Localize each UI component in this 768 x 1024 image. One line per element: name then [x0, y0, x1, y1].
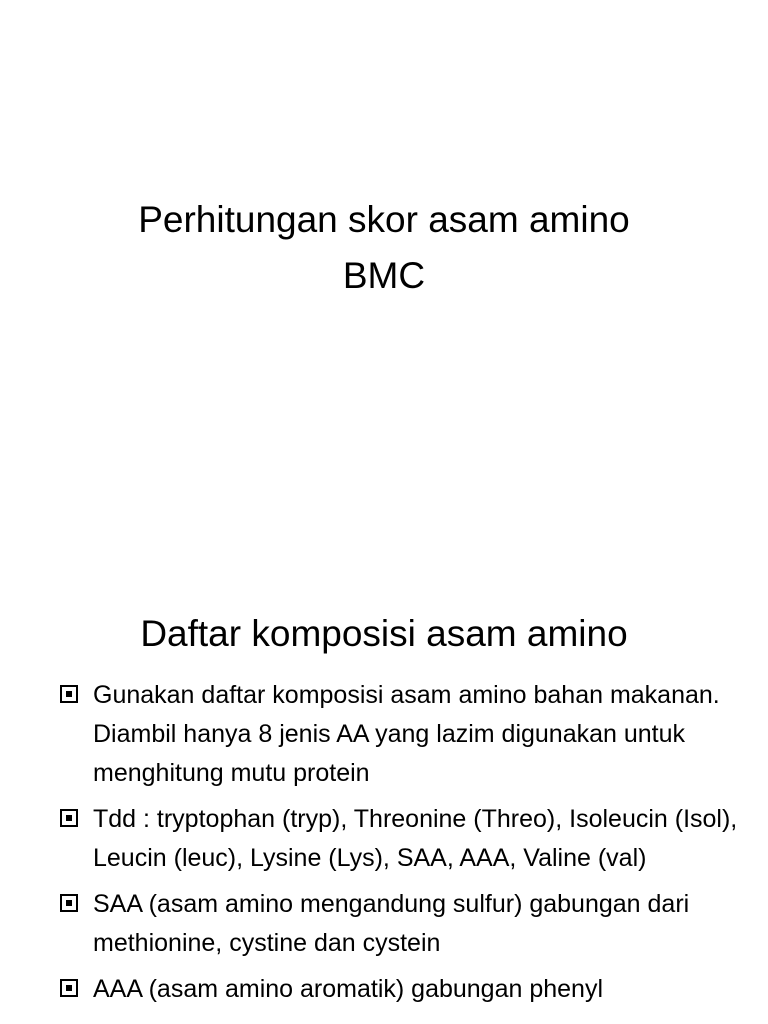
square-bullet-icon [60, 979, 78, 997]
square-bullet-icon [60, 809, 78, 827]
bullet-item [60, 676, 740, 793]
square-bullet-icon [60, 894, 78, 912]
slide-title-line-1: Perhitungan skor asam amino [138, 199, 630, 240]
bullet-text: SAA (asam amino mengandung sulfur) gabungan dari methionine, cystine dan cystein [93, 890, 690, 957]
slide-title-heading [0, 192, 768, 304]
bullet-text: AAA (asam amino aromatik) gabungan phenyl [93, 975, 604, 1003]
bullet-item [60, 970, 740, 1009]
bullet-text: Gunakan daftar komposisi asam amino bahan makanan. Diambil hanya 8 jenis AA yang lazim digunakan untuk menghitung mutu protein [93, 681, 720, 787]
content-slide-title: Daftar komposisi asam amino [140, 613, 628, 654]
bullet-item [60, 885, 740, 963]
square-bullet-icon [60, 685, 78, 703]
bullet-item [60, 800, 740, 878]
bullet-text: Tdd : tryptophan (tryp), Threonine (Threo), Isoleucin (Isol), Leucin (leuc), Lysine (Lys), SAA, AAA, Valine (val) [93, 805, 738, 872]
slide-content [0, 576, 768, 1024]
bullet-list [60, 676, 740, 1016]
slide-title-line-2: BMC [342, 255, 426, 296]
